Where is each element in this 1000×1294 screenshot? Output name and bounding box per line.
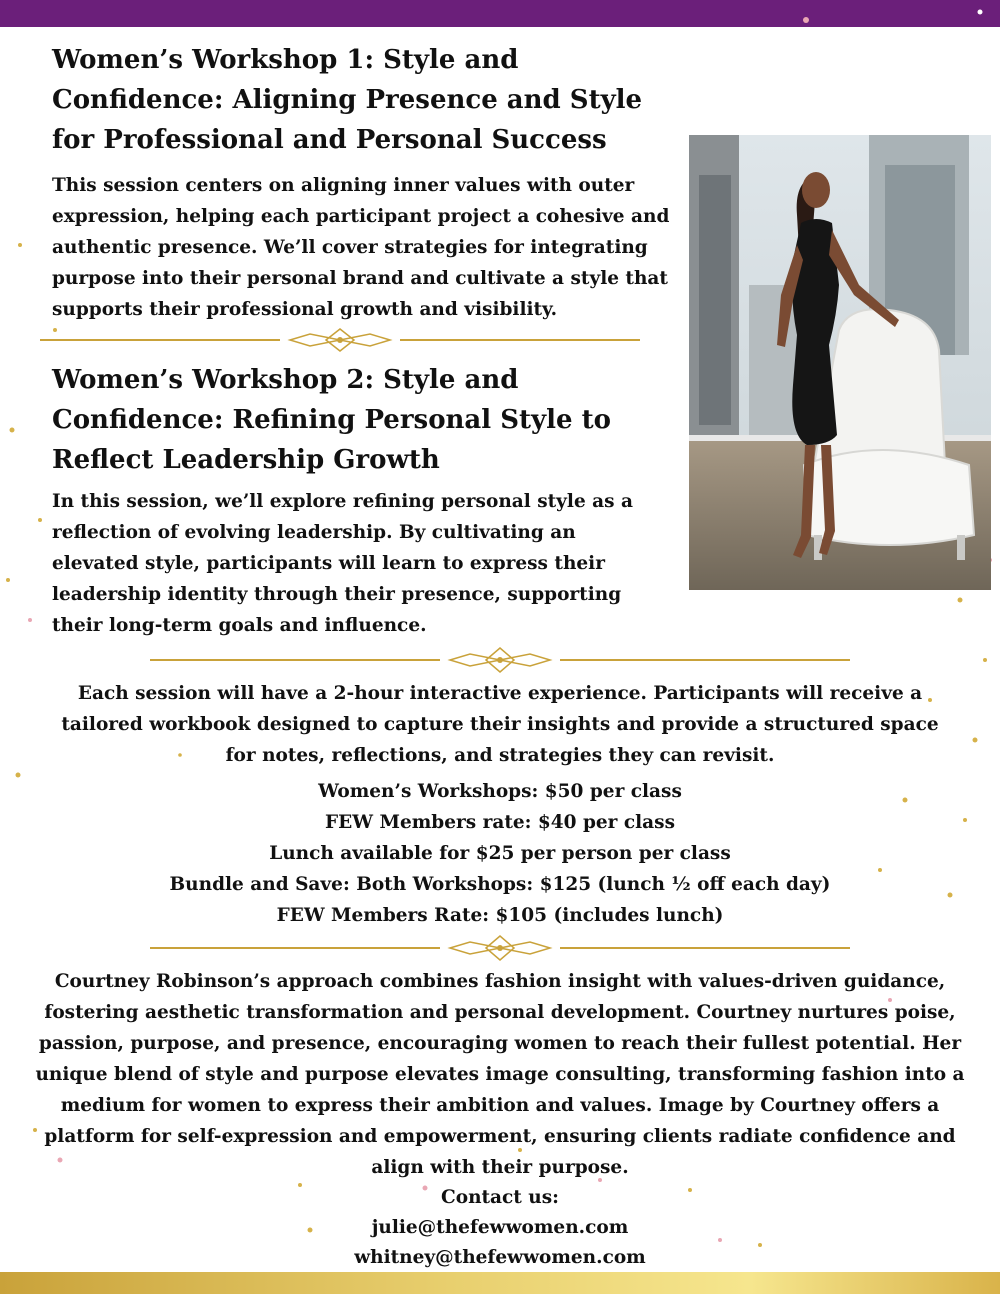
contact-email-link[interactable]: julie@thefewwomen.com [371, 1217, 629, 1238]
pricing-line: Lunch available for $25 per person per class [269, 843, 731, 864]
pricing-line: FEW Members rate: $40 per class [325, 812, 675, 833]
pricing-list [0, 776, 1000, 931]
workshop-1-description: This session centers on aligning inner values with outer expression, helping each participant project a cohesive and authentic presence. We’ll cover strategies for integrating purpose into their personal brand and cultivate a style that supports their professional growth and visibility. [52, 175, 670, 320]
pricing-line: Bundle and Save: Both Workshops: $125 (lunch ½ off each day) [169, 874, 831, 895]
workshop-1-title: Women’s Workshop 1: Style and Confidence: Aligning Presence and Style for Professional and Personal Success [52, 45, 643, 155]
contact-block [0, 1183, 1000, 1273]
top-banner-bar [0, 0, 1000, 27]
session-info-text: Each session will have a 2-hour interactive experience. Participants will receive a tailored workbook designed to capture their insights and provide a structured space for notes, reflections, and strategies they can revisit. [61, 683, 939, 766]
ornament-divider [40, 325, 640, 355]
consultant-photo [689, 135, 991, 590]
workshop-2-description: In this session, we’ll explore refining personal style as a reflection of evolving leadership. By cultivating an elevated style, participants will learn to express their leadership identity through their presence, supporting their long-term goals and influence. [52, 491, 633, 636]
pricing-line: Women’s Workshops: $50 per class [318, 781, 682, 802]
ornament-divider [150, 645, 850, 675]
pricing-line: FEW Members Rate: $105 (includes lunch) [276, 905, 724, 926]
bio-text: Courtney Robinson’s approach combines fashion insight with values-driven guidance, fostering aesthetic transformation and personal development. Courtney nurtures poise, passion, purpose, and presence, encouraging women to reach their fullest potential. Her unique blend of style and purpose elevates image consulting, transforming fashion into a medium for women to express their ambition and values. Image by Courtney offers a platform for self-expression and empowerment, ensuring clients radiate confidence and align with their purpose. [35, 971, 965, 1178]
workshop-2-title: Women’s Workshop 2: Style and Confidence: Refining Personal Style to Reflect Leadership Growth [52, 365, 611, 475]
contact-heading: Contact us: [441, 1187, 559, 1208]
contact-email-link[interactable]: whitney@thefewwomen.com [354, 1247, 646, 1268]
ornament-divider [150, 933, 850, 963]
bottom-gold-bar [0, 1272, 1000, 1294]
